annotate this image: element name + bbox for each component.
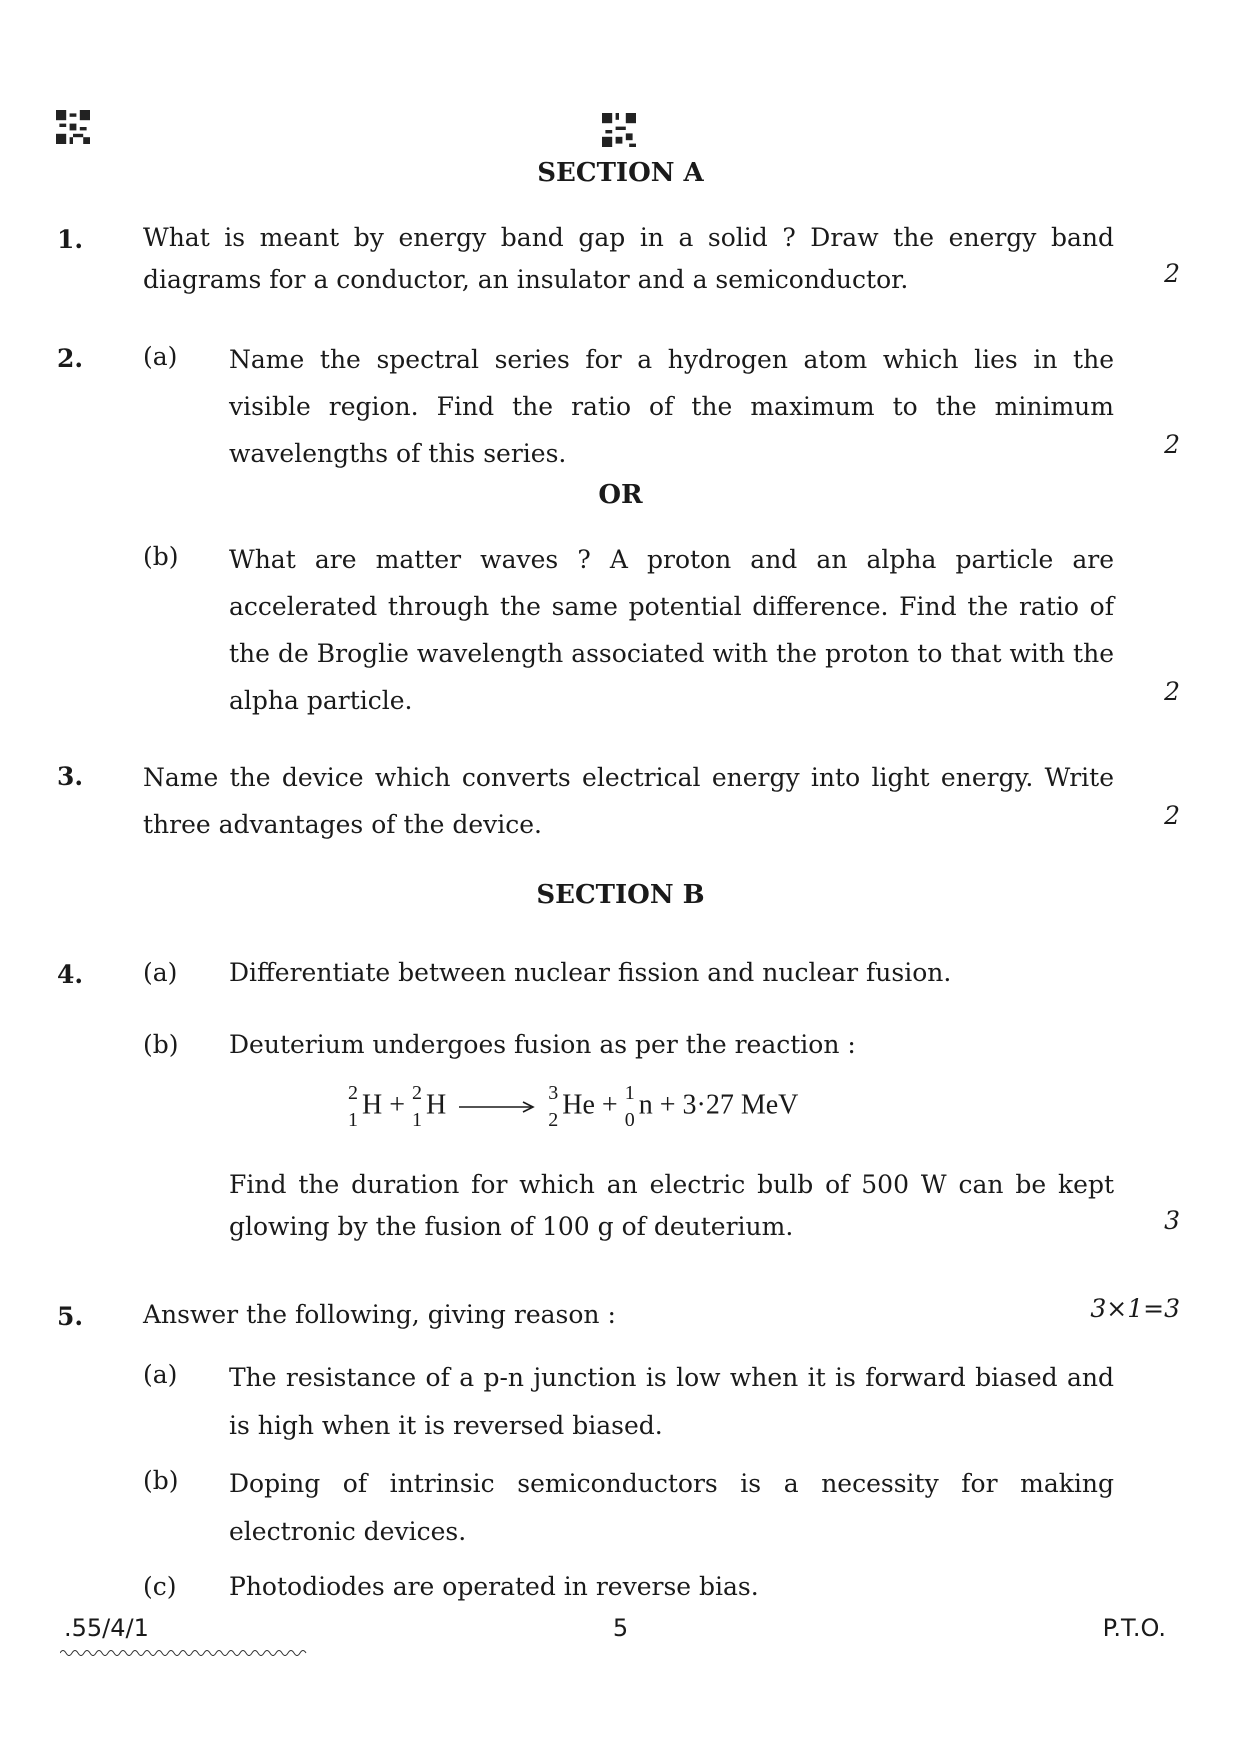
question-4-marks: 3 [1164,1206,1180,1235]
question-2a-marks: 2 [1164,430,1180,459]
question-number-4: 4. [57,960,84,989]
deuterium-1-symbol: H [362,1089,383,1121]
question-5-marks: 3×1=3 [1090,1294,1180,1323]
question-4b-text-continued: Find the duration for which an electric bulb of 500 W can be kept glowing by the fusion of 100 g of deuterium. [229,1170,1114,1241]
helium-3-nuclide: 3 2 [548,1082,559,1131]
question-4a-label: (a) [143,958,178,987]
or-separator: OR [598,480,643,510]
question-5b-label: (b) [143,1466,179,1495]
question-2b-label: (b) [143,542,179,571]
question-2a-label: (a) [143,342,178,371]
question-3-text: Name the device which converts electrical energy into light energy. Write three advantages of the device. [143,763,1114,839]
question-2b-text: What are matter waves ? A proton and an alpha particle are accelerated through the same potential difference. Find the ratio of the de Broglie wavelength associated with the proton to that with the alpha particle. [229,545,1114,715]
plus-sign-1: + [389,1089,406,1121]
question-5a-text: The resistance of a p-n junction is low when it is forward biased and is high when it is reversed biased. [229,1363,1114,1440]
energy-released: + 3·27 MeV [659,1089,799,1121]
question-1-text: What is meant by energy band gap in a solid ? Draw the energy band diagrams for a conductor, an insulator and a semiconductor. [143,223,1114,294]
question-number-1: 1. [57,225,84,254]
paper-code: .55/4/1 [64,1614,149,1642]
please-turn-over: P.T.O. [1102,1614,1166,1642]
reaction-arrow-icon [457,1097,537,1117]
question-2a-text: Name the spectral series for a hydrogen atom which lies in the visible region. Find the ratio of the maximum to the minimum wavelengths of this series. [229,345,1114,468]
question-number-3: 3. [57,762,84,791]
section-a-heading: SECTION A [537,158,704,188]
question-5a-label: (a) [143,1360,178,1389]
qr-code-left [56,110,90,144]
helium-3-symbol: He [562,1089,595,1121]
neutron-symbol: n [638,1089,653,1121]
question-5c-label: (c) [143,1572,177,1601]
wavy-underline [60,1648,310,1658]
section-b-heading: SECTION B [536,880,705,910]
neutron-nuclide: 1 0 [624,1082,635,1131]
question-5c-text: Photodiodes are operated in reverse bias. [229,1572,759,1601]
qr-code-center [602,113,636,147]
question-number-2: 2. [57,344,84,373]
question-number-5: 5. [57,1302,84,1331]
question-4b-label: (b) [143,1030,179,1059]
question-2b-marks: 2 [1164,677,1180,706]
question-3-marks: 2 [1164,801,1180,830]
question-5b-text: Doping of intrinsic semiconductors is a necessity for making electronic devices. [229,1469,1114,1546]
question-4b-text: Deuterium undergoes fusion as per the reaction : [229,1030,856,1059]
question-5-text: Answer the following, giving reason : [143,1300,616,1329]
question-4a-text: Differentiate between nuclear fission and nuclear fusion. [229,958,952,987]
plus-sign-2: + [601,1089,618,1121]
question-1-marks: 2 [1164,259,1180,288]
deuterium-2-nuclide: 2 1 [412,1082,423,1131]
deuterium-2-symbol: H [426,1089,447,1121]
deuterium-1-nuclide: 2 1 [348,1082,358,1131]
page-number: 5 [612,1614,629,1642]
fusion-equation [348,1082,908,1142]
